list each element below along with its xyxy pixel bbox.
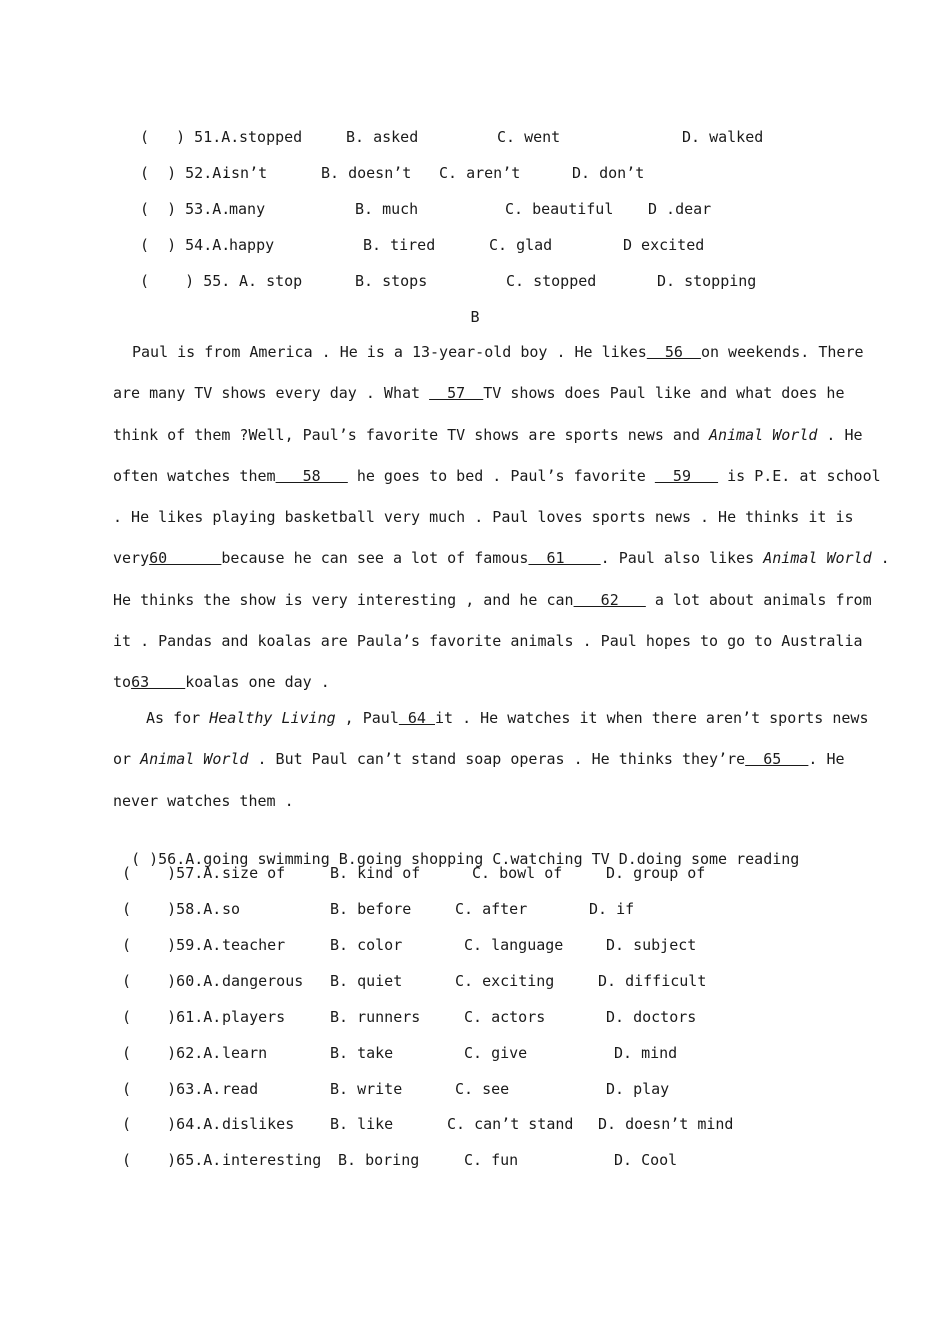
passage-line	[113, 580, 872, 621]
passage-line	[113, 781, 837, 822]
blank-63: 63	[131, 673, 186, 692]
option-c: C. beautiful	[505, 200, 614, 218]
section-heading: B	[470, 308, 480, 326]
text: or	[113, 750, 141, 769]
blank-62: 62	[573, 590, 646, 609]
option-a: read	[222, 1080, 259, 1098]
text: think of them ?Well, Paul’s favorite TV shows are sports news and	[113, 425, 710, 444]
option-d: D. subject	[606, 936, 697, 954]
option-b: B. before	[330, 900, 412, 918]
option-a: happy	[229, 236, 275, 254]
question-number: ( )57.A.	[122, 864, 222, 882]
passage-line	[113, 538, 890, 579]
text: it . Pandas and koalas are Paula’s favorite animals . Paul hopes to go to Australia	[113, 632, 863, 651]
text: koalas one day .	[185, 673, 330, 692]
option-d: D. walked	[682, 128, 764, 146]
question-52	[140, 162, 645, 184]
option-d: D. group of	[606, 864, 706, 882]
text: he goes to bed . Paul’s favorite	[347, 466, 655, 485]
question-number: ( )65.A.	[122, 1151, 222, 1169]
option-b: B. much	[355, 200, 419, 218]
option-a: learn	[222, 1044, 268, 1062]
blank-59: 59	[654, 466, 719, 485]
option-c: C. give	[464, 1044, 528, 1062]
blank-58: 58	[275, 466, 348, 485]
blank-57: 57	[429, 384, 484, 403]
option-b: B. runners	[330, 1008, 421, 1026]
option-d: D excited	[623, 236, 705, 254]
option-a: isn’t	[222, 164, 268, 182]
passage-line	[113, 332, 864, 373]
question-54	[140, 234, 705, 256]
text: to	[113, 673, 132, 692]
blank-60: 60	[149, 549, 222, 568]
option-b: B. boring	[338, 1151, 420, 1169]
show-title: Animal World	[763, 549, 872, 568]
question-number: ( ) 53.A.	[140, 200, 231, 218]
text: . He	[817, 425, 863, 444]
question-number: ( )63.A.	[122, 1080, 222, 1098]
show-title: Healthy Living	[209, 709, 336, 727]
option-c: C. stopped	[506, 272, 597, 290]
text: . Paul also likes	[600, 549, 764, 568]
text: . He likes playing basketball very much . Paul loves sports news . He thinks it is	[113, 508, 854, 527]
option-c: C. can’t stand	[447, 1115, 574, 1133]
text: often watches them	[113, 466, 276, 485]
text: He thinks the show is very interesting , and he can	[113, 590, 574, 609]
option-d: D. Cool	[614, 1151, 678, 1169]
option-c: C. see	[455, 1080, 510, 1098]
question-60	[122, 970, 707, 992]
option-b: B. stops	[355, 272, 428, 290]
question-number: ( )60.A.	[122, 972, 222, 990]
blank-56: 56	[646, 343, 701, 361]
passage-line	[113, 415, 863, 456]
passage-line	[113, 621, 863, 662]
option-d: D. mind	[614, 1044, 678, 1062]
text: , Paul	[335, 709, 399, 727]
question-number: ( )58.A.	[122, 900, 222, 918]
question-59	[122, 934, 697, 956]
question-65	[122, 1149, 678, 1171]
option-b: B. asked	[346, 128, 419, 146]
option-a: dislikes	[222, 1115, 295, 1133]
text: As for	[146, 709, 210, 727]
show-title: Animal World	[140, 750, 249, 769]
text: . But Paul can’t stand soap operas . He thinks they’re	[248, 750, 746, 769]
passage-line	[113, 497, 854, 538]
option-d: D. stopping	[657, 272, 757, 290]
passage-line	[113, 456, 881, 497]
option-d: D. doctors	[606, 1008, 697, 1026]
option-c: C. actors	[464, 1008, 546, 1026]
text: is P.E. at school	[718, 466, 881, 485]
option-c: C. went	[497, 128, 561, 146]
option-b: B. like	[330, 1115, 394, 1133]
option-c: C. language	[464, 936, 564, 954]
option-a: stopped	[239, 128, 303, 146]
blank-65: 65	[745, 750, 809, 769]
option-c: C. fun	[464, 1151, 519, 1169]
question-number: ( ) 54.A.	[140, 236, 231, 254]
passage-line	[113, 373, 845, 414]
option-d: D. don’t	[572, 164, 645, 182]
passage-line	[113, 698, 869, 739]
question-55	[140, 270, 757, 292]
option-c: C. aren’t	[439, 164, 521, 182]
option-c: C. after	[455, 900, 528, 918]
question-57	[122, 862, 706, 884]
option-b: B. kind of	[330, 864, 421, 882]
option-a: teacher	[222, 936, 286, 954]
text: because he can see a lot of famous	[221, 549, 529, 568]
option-d: D .dear	[648, 200, 712, 218]
text: TV shows does Paul like and what does he	[483, 384, 845, 403]
text: .	[871, 549, 890, 568]
option-b: B. color	[330, 936, 403, 954]
question-62	[122, 1042, 678, 1064]
option-d: D. if	[589, 900, 635, 918]
text: a lot about animals from	[645, 590, 872, 609]
question-number: ( )61.A.	[122, 1008, 222, 1026]
passage-line	[113, 739, 845, 780]
question-number: ( ) 51.A.	[140, 128, 240, 146]
option-b: B. write	[330, 1080, 403, 1098]
text: . He	[808, 750, 845, 769]
question-number: ( ) 55.	[140, 272, 231, 290]
question-61	[122, 1006, 697, 1028]
option-a: so	[222, 900, 241, 918]
question-56	[113, 826, 800, 868]
option-b: B. doesn’t	[321, 164, 412, 182]
question-number: ( )64.A.	[122, 1115, 222, 1133]
blank-64: 64	[398, 709, 435, 727]
option-c: C. glad	[489, 236, 553, 254]
option-d: D. difficult	[598, 972, 707, 990]
option-a: A. stop	[239, 272, 303, 290]
text: Paul is from America . He is a 13-year-old boy . He likes	[132, 343, 647, 361]
option-a: interesting	[222, 1151, 322, 1169]
option-c: C. exciting	[455, 972, 555, 990]
text: never watches them .	[113, 791, 294, 810]
passage-paragraph-1	[113, 332, 890, 704]
option-b: B. quiet	[330, 972, 403, 990]
option-a: dangerous	[222, 972, 304, 990]
option-d: D. play	[606, 1080, 670, 1098]
option-a: size of	[222, 864, 286, 882]
question-number: ( ) 52.A.	[140, 164, 231, 182]
question-58	[122, 898, 635, 920]
question-number: ( )62.A.	[122, 1044, 222, 1062]
question-text: ( )56.A.going swimming B.going shopping C.watching TV D.doing some reading	[131, 850, 800, 868]
option-d: D. doesn’t mind	[598, 1115, 734, 1133]
question-63	[122, 1078, 670, 1100]
text: it . He watches it when there aren’t sports news	[435, 709, 869, 727]
text: very	[113, 549, 150, 568]
question-number: ( )59.A.	[122, 936, 222, 954]
option-a: players	[222, 1008, 286, 1026]
text: are many TV shows every day . What	[113, 384, 430, 403]
option-b: B. take	[330, 1044, 394, 1062]
option-b: B. tired	[363, 236, 436, 254]
question-51	[140, 126, 764, 148]
show-title: Animal World	[709, 425, 818, 444]
text: on weekends. There	[700, 343, 864, 361]
option-c: C. bowl of	[472, 864, 563, 882]
option-a: many	[229, 200, 266, 218]
blank-61: 61	[528, 549, 601, 568]
question-53	[140, 198, 712, 220]
question-64	[122, 1113, 734, 1135]
passage-paragraph-2	[113, 698, 869, 822]
